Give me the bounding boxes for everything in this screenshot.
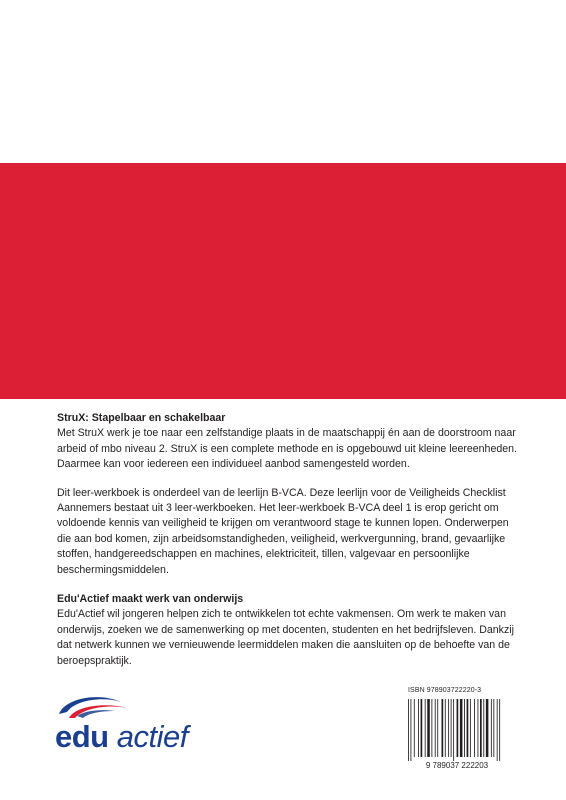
section-heading-strux: StruX: Stapelbaar en schakelbaar bbox=[57, 412, 226, 424]
paragraph-strux-intro: Met StruX werk je toe naar een zelfstandige plaats in de maatschappij én aan de doorstroom naar arbeid of mbo niveau 2. StruX is een complete methode en is opgebouwd uit kleine leereenheden. Daarmee kan voor iedereen een individueel aanbod samengesteld worden. bbox=[57, 427, 517, 471]
section-heading-eduactief: Edu'Actief maakt werk van onderwijs bbox=[57, 593, 244, 606]
isbn-barcode bbox=[402, 697, 512, 771]
isbn-label: ISBN 978903722220-3 bbox=[408, 687, 482, 694]
logo-text-edu: edu bbox=[55, 719, 109, 754]
logo-wordmark bbox=[55, 720, 188, 754]
back-cover-text bbox=[57, 411, 517, 669]
barcode-digits: 9 789037 222203 bbox=[425, 761, 489, 770]
paragraph-eduactief: Edu'Actief wil jongeren helpen zich te ontwikkelen tot echte vakmensen. Om werk te maken van onderwijs, zoeken we de samenwerking op met docenten, studenten en het bedrijfsleven. Dankzij dat netwerk kunnen we vernieuwende leermiddelen maken die aansluiten op de behoefte van de beroepspraktijk. bbox=[57, 608, 514, 667]
eduactief-logo bbox=[55, 692, 230, 762]
barcode-icon bbox=[402, 697, 512, 771]
section-strux bbox=[57, 411, 517, 578]
section-eduactief bbox=[57, 592, 517, 669]
logo-text-actief: actief bbox=[116, 719, 188, 754]
paragraph-bvca: Dit leer-werkboek is onderdeel van de leerlijn B-VCA. Deze leerlijn voor de Veiligheids Checklist Aannemers bestaat uit 3 leer-werkboeken. Het leer-werkboek B-VCA deel 1 is erop gericht om voldoende kennis van veiligheid te krijgen om verantwoord stage te kunnen lopen. Onderwerpen die aan bod komen, zijn arbeidsomstandigheden, veiligheid, werkvergunning, brand, gevaarlijke stoffen, handgereedschappen en machines, elektriciteit, tillen, valgevaar en persoonlijke beschermingsmiddelen. bbox=[57, 486, 509, 576]
red-color-band bbox=[0, 163, 566, 399]
